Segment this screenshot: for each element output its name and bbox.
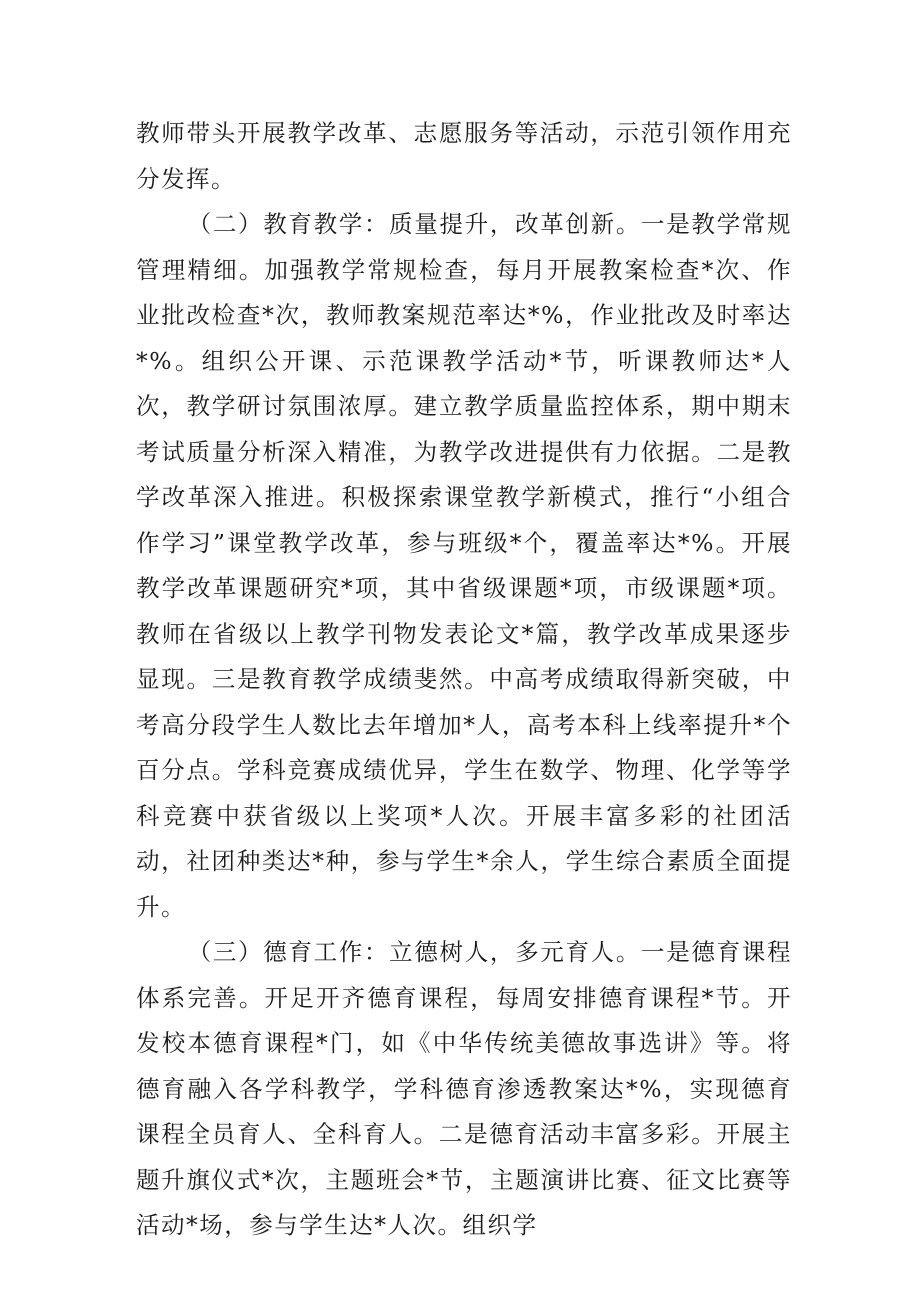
paragraph-moral-education: （三）德育工作：立德树人，多元育人。一是德育课程体系完善。开足开齐德育课程，每周安排德育课程*节。开发校本德育课程*门，如《中华传统美德故事选讲》等。将德育融入各学科教学，学科德育渗透教案达*%，实现德育课程全员育人、全科育人。二是德育活动丰富多彩。开展主题升旗仪式*次，主题班会*节，主题演讲比赛、征文比赛等活动*场，参与学生达*人次。组织学 [136, 938, 792, 1239]
paragraph-teaching-quality: （二）教育教学：质量提升，改革创新。一是教学常规管理精细。加强教学常规检查，每月开展教案检查*次、作业批改检查*次，教师教案规范率达*%，作业批改及时率达*%。组织公开课、示范课教学活动*节，听课教师达*人次，教学研讨氛围浓厚。建立教学质量监控体系，期中期末考试质量分析深入精准，为教学改进提供有力依据。二是教学改革深入推进。积极探索课堂教学新模式，推行“小组合作学习”课堂教学改革，参与班级*个，覆盖率达*%。开展教学改革课题研究*项，其中省级课题*项，市级课题*项。教师在省级以上教学刊物发表论文*篇，教学改革成果逐步显现。三是教育教学成绩斐然。中高考成绩取得新突破，中考高分段学生人数比去年增加*人，高考本科上线率提升*个百分点。学科竞赛成绩优异，学生在数学、物理、化学等学科竞赛中获省级以上奖项*人次。开展丰富多彩的社团活动，社团种类达*种，参与学生*余人，学生综合素质全面提升。 [136, 210, 792, 921]
paragraph-continuation: 教师带头开展教学改革、志愿服务等活动，示范引领作用充分发挥。 [136, 119, 792, 193]
